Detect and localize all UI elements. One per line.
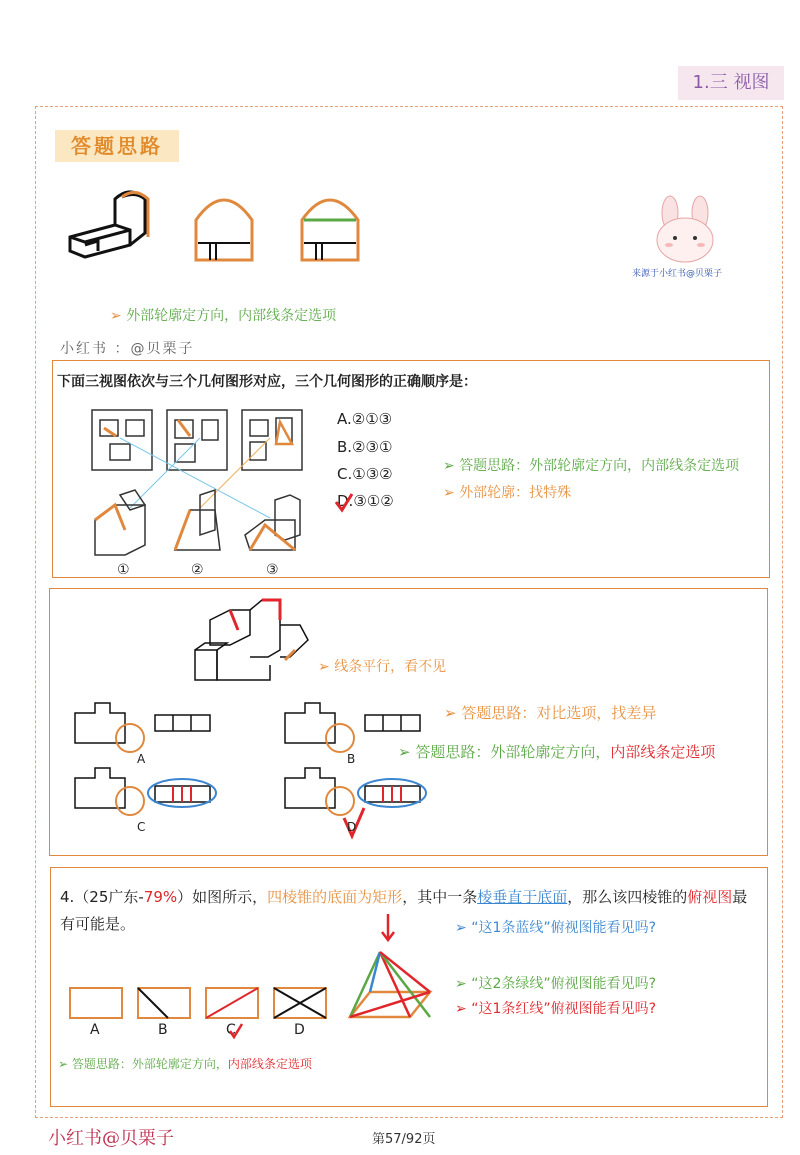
q3-label-b: B xyxy=(158,1022,168,1038)
side-view-arch xyxy=(302,200,358,260)
q2-tip-parallel: ➢ 线条平行，看不见 xyxy=(318,659,447,675)
q3-question: 4.（25广东-79%）如图所示，四棱锥的底面为矩形，其中一条棱垂直于底面，那么该四棱锥的俯视图最 xyxy=(60,888,748,906)
q2-label-d: D xyxy=(347,820,357,834)
q3-label-c: C xyxy=(226,1022,236,1038)
q1-label-3: ③ xyxy=(266,562,279,578)
checkmark-icon xyxy=(228,1022,244,1040)
q1-three-views xyxy=(90,408,340,473)
q3-question-line2: 有可能是。 xyxy=(60,915,136,933)
front-view-arch xyxy=(196,200,252,260)
q3-label-d: D xyxy=(294,1022,305,1038)
section-tag: 1.三 视图 xyxy=(678,66,784,100)
q3-tip: ➢ 答题思路：外部轮廓定方向，内部线条定选项 xyxy=(58,1057,312,1071)
arrow-icon: ➢ xyxy=(110,308,127,324)
q3-hint-green: ➢ “这2条绿线”俯视图能看见吗? xyxy=(455,976,657,992)
q2-label-a: A xyxy=(137,752,146,766)
page-number: 第57/92页 xyxy=(372,1132,436,1147)
top-tip: ➢ 外部轮廓定方向，内部线条定选项 xyxy=(110,308,337,324)
q1-tip-1: ➢ 答题思路：外部轮廓定方向，内部线条定选项 xyxy=(443,458,740,474)
3d-part xyxy=(70,192,145,257)
q2-solid xyxy=(190,595,330,690)
section-title: 答题思路 xyxy=(55,130,179,162)
q2-tip-compare: ➢ 答题思路：对比选项，找差异 xyxy=(444,704,657,722)
q2-tip-main: ➢ 答题思路：外部轮廓定方向，内部线条定选项 xyxy=(398,743,716,761)
q1-label-2: ② xyxy=(191,562,204,578)
q3-options xyxy=(68,986,358,1022)
q3-hint-blue: ➢ “这1条蓝线”俯视图能看见吗? xyxy=(455,920,657,936)
q2-label-b: B xyxy=(347,752,356,766)
q3-hint-red: ➢ “这1条红线”俯视图能看见吗? xyxy=(455,1001,657,1017)
q1-option-a[interactable]: A.②①③ xyxy=(337,410,393,428)
q1-three-solids xyxy=(90,490,330,560)
q1-option-d[interactable]: D.③①② xyxy=(337,492,394,510)
mascot-caption: 来源于小红书@贝栗子 xyxy=(632,269,723,279)
q1-question: 下面三视图依次与三个几何图形对应，三个几何图形的正确顺序是： xyxy=(57,374,477,390)
q2-options xyxy=(70,698,430,848)
bunny-mascot-icon xyxy=(645,195,725,265)
checkmark-icon xyxy=(334,492,354,514)
watermark-text: 小红书 ：@贝栗子 xyxy=(60,341,195,357)
q1-option-c[interactable]: C.①③② xyxy=(337,465,393,483)
q1-tip-2: ➢ 外部轮廓：找特殊 xyxy=(443,485,572,501)
top-figures xyxy=(60,185,380,275)
q3-label-a: A xyxy=(90,1022,100,1038)
footer-author: 小红书@贝栗子 xyxy=(48,1128,174,1149)
q2-label-c: C xyxy=(137,820,146,834)
q1-label-1: ① xyxy=(117,562,130,578)
q1-option-b[interactable]: B.②③① xyxy=(337,438,393,456)
